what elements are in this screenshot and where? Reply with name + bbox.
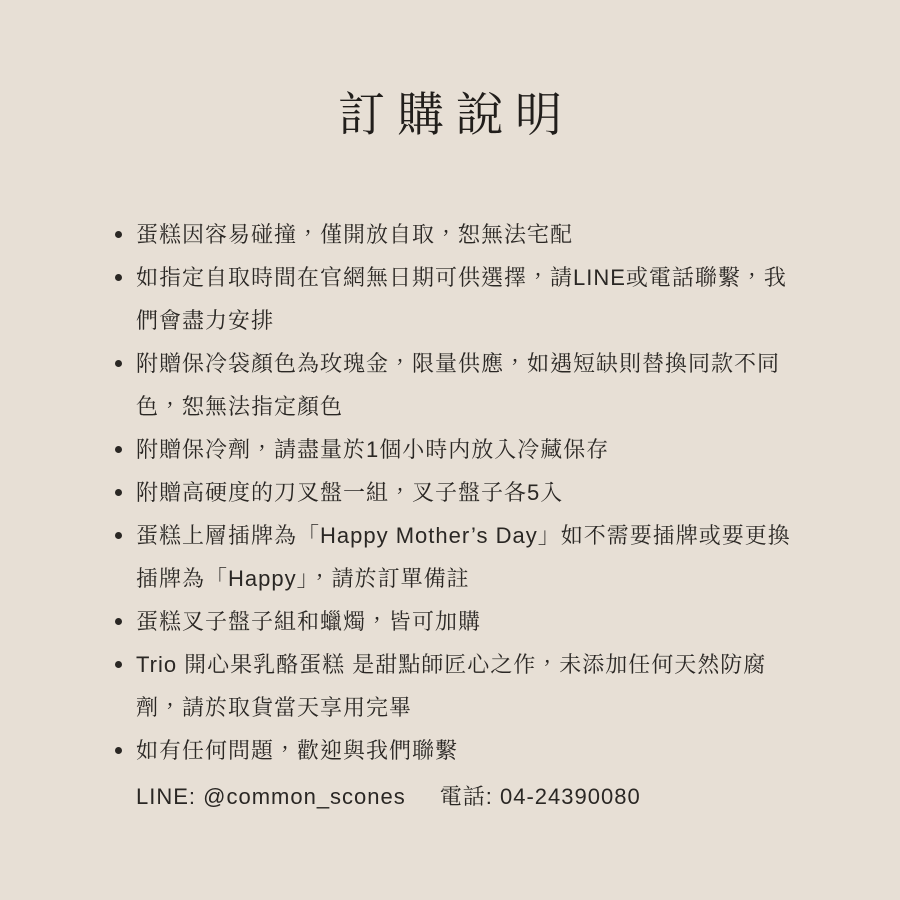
list-item xyxy=(113,256,805,342)
bullet-icon xyxy=(115,231,122,238)
bullet-icon xyxy=(115,274,122,281)
note-text: 蛋糕叉子盤子組和蠟燭，皆可加購 xyxy=(136,608,482,634)
note-text: 如有任何問題，歡迎與我們聯繫 xyxy=(136,737,459,763)
list-item xyxy=(113,600,805,643)
list-item xyxy=(113,213,805,256)
contact-row xyxy=(113,774,805,819)
note-text: Trio 開心果乳酪蛋糕 是甜點師匠心之作，未添加任何天然防腐劑，請於取貨當天享用完畢 xyxy=(136,651,767,720)
list-item xyxy=(113,729,805,772)
note-text: 蛋糕上層插牌為「Happy Mother’s Day」如不需要插牌或要更換插牌為「Happy」，請於訂單備註 xyxy=(136,522,791,591)
bullet-icon xyxy=(115,747,122,754)
list-item xyxy=(113,342,805,428)
notes-list xyxy=(113,213,805,772)
list-item xyxy=(113,428,805,471)
list-item xyxy=(113,514,805,600)
phone-contact: 電話: 04-24390080 xyxy=(439,783,641,809)
list-item xyxy=(113,643,805,729)
note-text: 如指定自取時間在官網無日期可供選擇，請LINE或電話聯繫，我們會盡力安排 xyxy=(136,264,787,333)
note-text: 附贈高硬度的刀叉盤一組，叉子盤子各5入 xyxy=(136,479,564,505)
list-item xyxy=(113,471,805,514)
bullet-icon xyxy=(115,661,122,668)
bullet-icon xyxy=(115,618,122,625)
line-contact: LINE: @common_scones xyxy=(136,783,406,809)
note-text: 蛋糕因容易碰撞，僅開放自取，恕無法宅配 xyxy=(136,221,574,247)
notes-section xyxy=(113,213,805,819)
page-title: 訂購說明 xyxy=(338,88,574,141)
bullet-icon xyxy=(115,489,122,496)
bullet-icon xyxy=(115,360,122,367)
bullet-icon xyxy=(115,446,122,453)
bullet-icon xyxy=(115,532,122,539)
note-text: 附贈保冷劑，請盡量於1個小時内放入冷藏保存 xyxy=(136,436,610,462)
note-text: 附贈保冷袋顏色為玫瑰金，限量供應，如遇短缺則替換同款不同色，恕無法指定顏色 xyxy=(136,350,781,419)
